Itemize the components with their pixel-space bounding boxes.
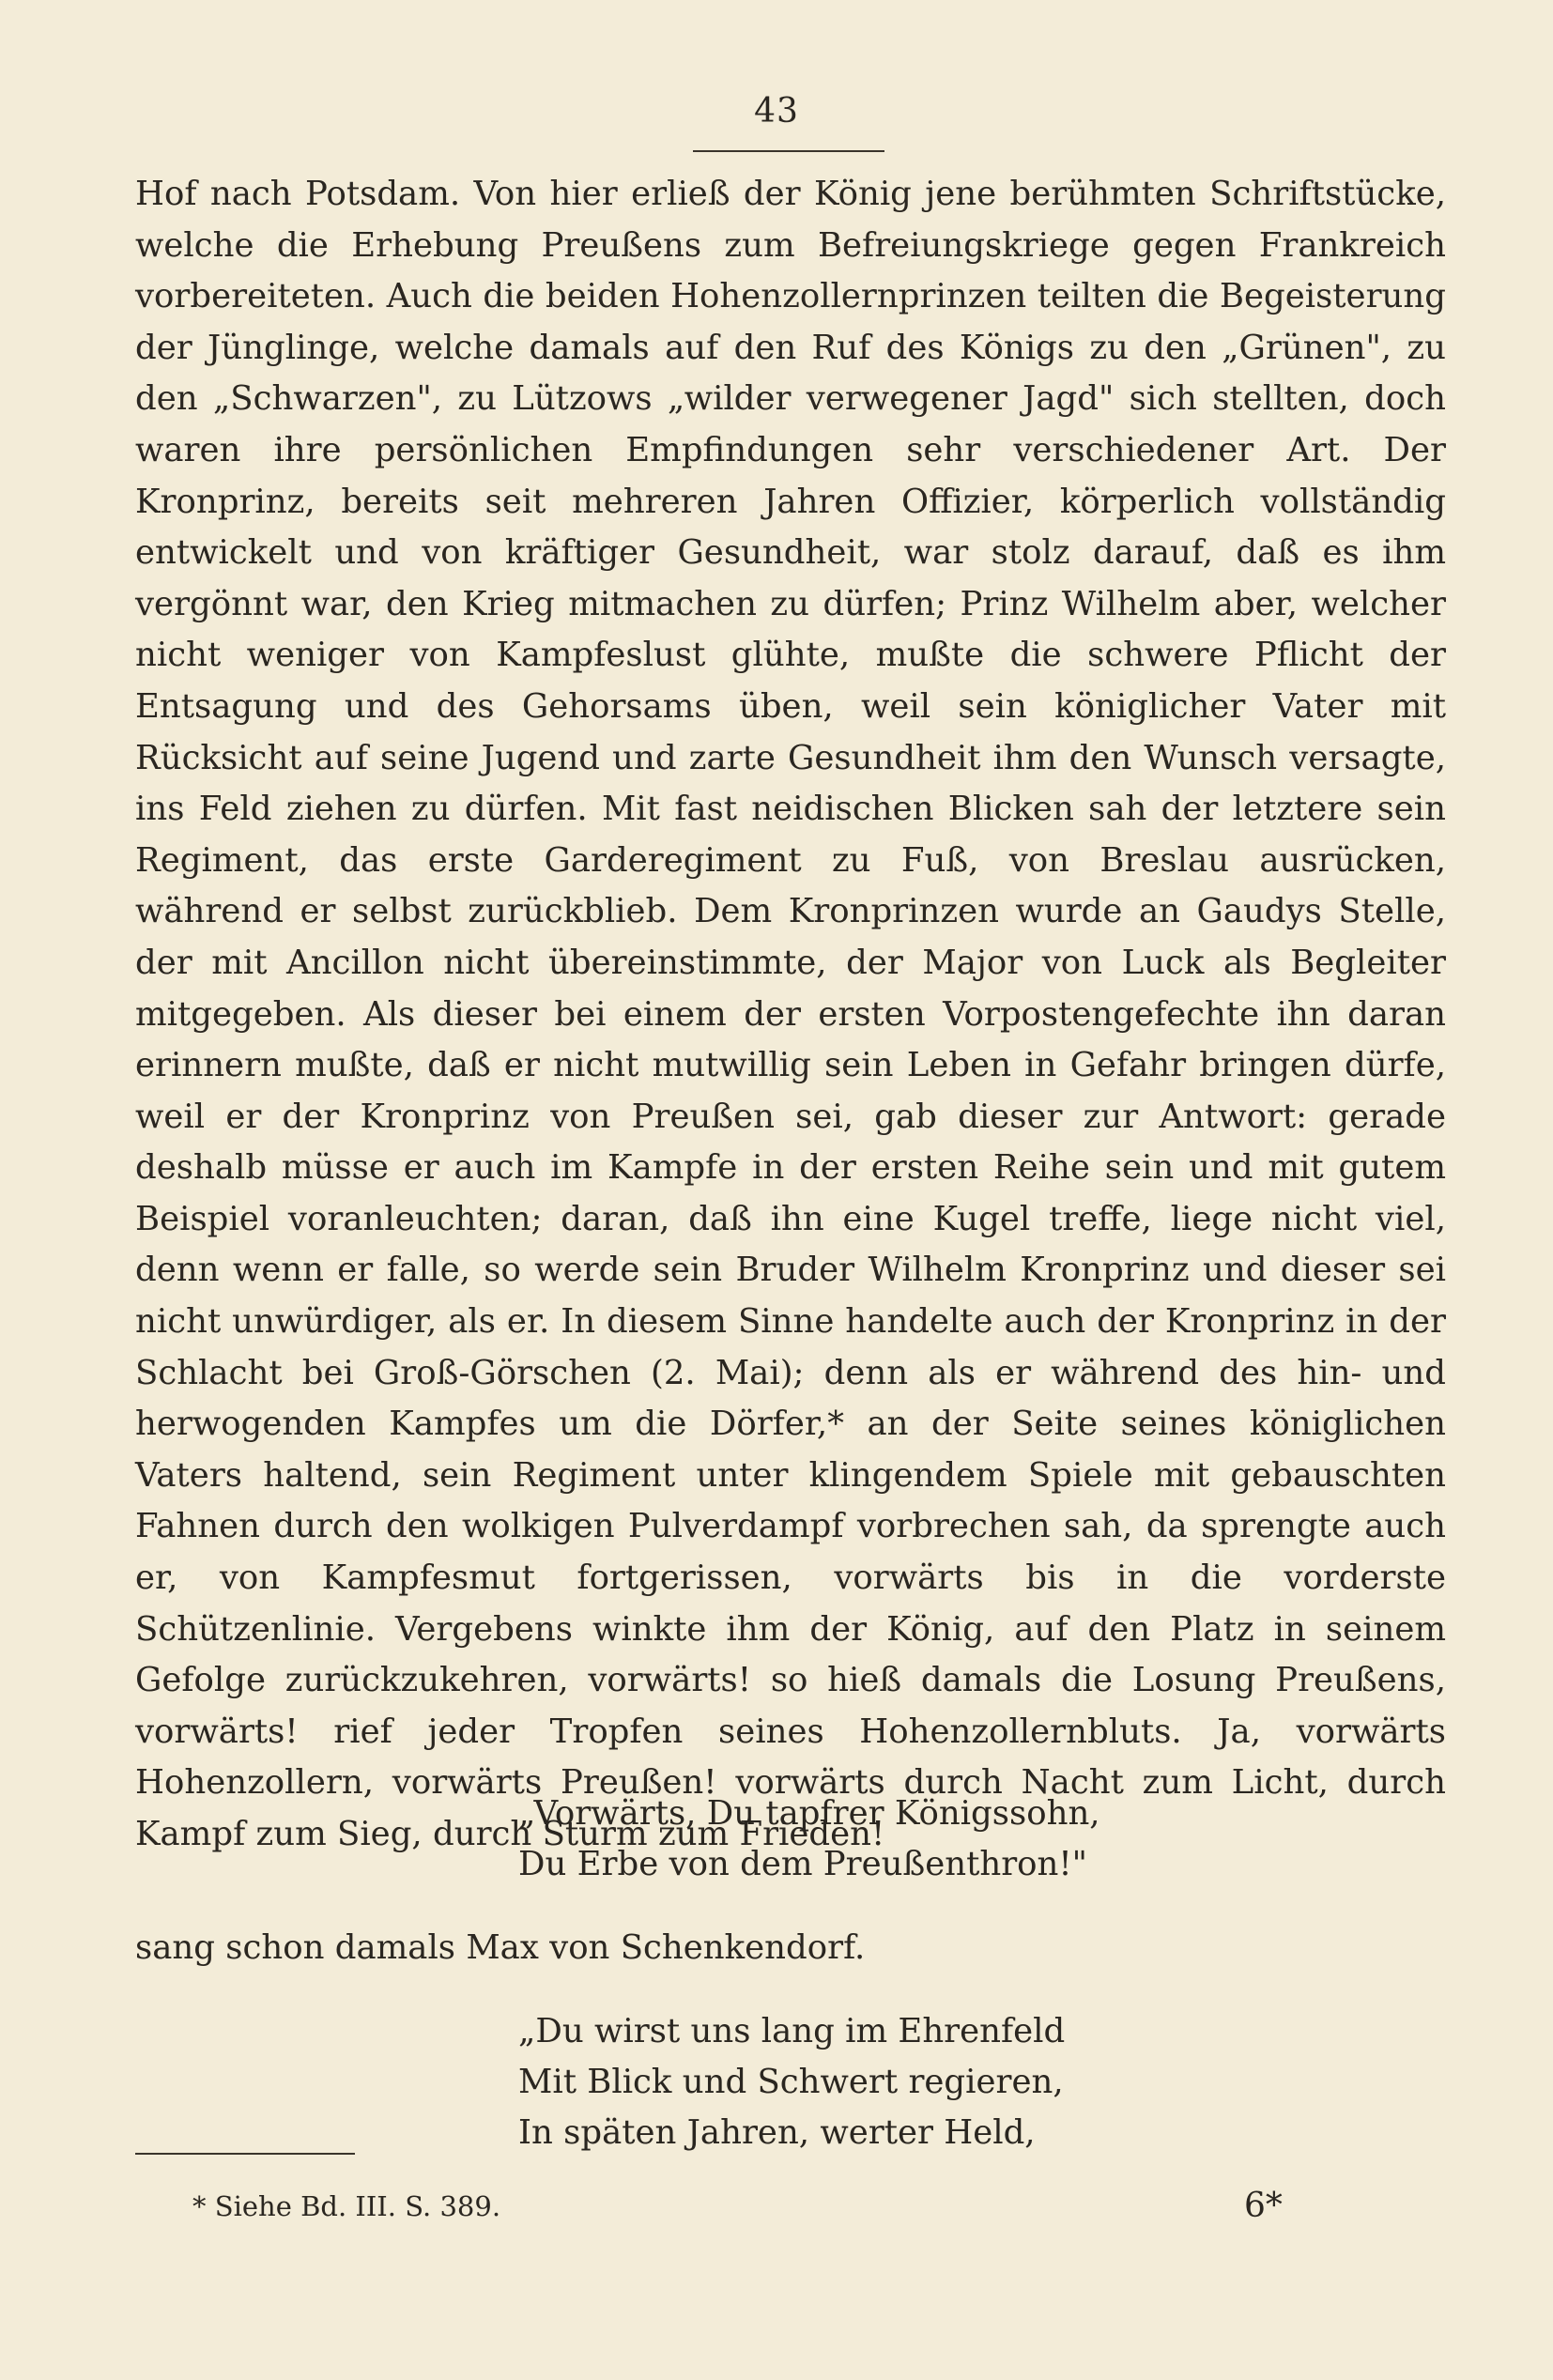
header-rule <box>693 150 884 152</box>
paragraph: Hof nach Potsdam. Von hier erließ der König jene berühmten Schriftstücke, welche die Erhebung Preußens zum Befreiungskriege gegen Frankreich vorbereiteten. Auch die beiden Hohenzollernprinzen teilten die Begeisterung der Jünglinge, welche damals auf den Ruf des Königs zu den „Grünen", zu den „Schwarzen", zu Lützows „wilder verwegener Jagd" sich stellten, doch waren ihre persönlichen Empfindungen sehr verschiedener Art. Der Kronprinz, bereits seit mehreren Jahren Offizier, körperlich vollständig entwickelt und von kräftiger Gesundheit, war stolz darauf, daß es ihm vergönnt war, den Krieg mitmachen zu dürfen; Prinz Wilhelm aber, welcher nicht weniger von Kampfeslust glühte, mußte die schwere Pflicht der Entsagung und des Gehorsams üben, weil sein königlicher Vater mit Rücksicht auf seine Jugend und zarte Gesundheit ihm den Wunsch versagte, ins Feld ziehen zu dürfen. Mit fast neidischen Blicken sah der letztere sein Regiment, das erste Garderegiment zu Fuß, von Breslau ausrücken, während er selbst zurückblieb. Dem Kronprinzen wurde an Gaudys Stelle, der mit Ancillon nicht übereinstimmte, der Major von Luck als Begleiter mitgegeben. Als dieser bei einem der ersten Vorpostengefechte ihn daran erinnern mußte, daß er nicht mutwillig sein Leben in Gefahr bringen dürfe, weil er der Kronprinz von Preußen sei, gab dieser zur Antwort: gerade deshalb müsse er auch im Kampfe in der ersten Reihe sein und mit gutem Beispiel voranleuchten; daran, daß ihn eine Kugel treffe, liege nicht viel, denn wenn er falle, so werde sein Bruder Wilhelm Kronprinz und dieser sei nicht unwürdiger, als er. In diesem Sinne handelte auch der Kronprinz in der Schlacht bei Groß-Görschen (2. Mai); denn als er während des hin- und herwogenden Kampfes um die Dörfer,* an der Seite seines königlichen Vaters haltend, sein Regiment unter klingendem Spiele mit gebauschten Fahnen durch den wolkigen Pulverdampf vorbrechen sah, da sprengte auch er, von Kampfesmut fortgerissen, vorwärts bis in die vorderste Schützenlinie. Vergebens winkte ihm der König, auf den Platz in seinem Gefolge zurückzukehren, vorwärts! so hieß damals die Losung Preußens, vorwärts! rief jeder Tropfen seines Hohenzollernbluts. Ja, vorwärts Hohenzollern, vorwärts Preußen! vorwärts durch Nacht zum Licht, durch Kampf zum Sieg, durch Sturm zum Frieden! <box>135 175 1446 1853</box>
verse-quote-1 <box>518 1789 1100 1890</box>
footnote: * Siehe Bd. III. S. 389. <box>192 2190 501 2222</box>
page-number: 43 <box>754 92 799 131</box>
signature-mark: 6* <box>1244 2187 1283 2225</box>
verse-line: Du Erbe von dem Preußenthron!" <box>518 1845 1088 1883</box>
main-text <box>135 169 1446 1861</box>
footnote-rule <box>135 2153 355 2155</box>
attribution-line: sang schon damals Max von Schenkendorf. <box>135 1928 866 1967</box>
verse-quote-2 <box>518 2006 1065 2158</box>
verse-line: „Vorwärts, Du tapfrer Königssohn, <box>518 1794 1100 1833</box>
verse-line: „Du wirst uns lang im Ehrenfeld <box>518 2012 1066 2050</box>
verse-line: In späten Jahren, werter Held, <box>518 2113 1036 2152</box>
verse-line: Mit Blick und Schwert regieren, <box>518 2063 1064 2101</box>
